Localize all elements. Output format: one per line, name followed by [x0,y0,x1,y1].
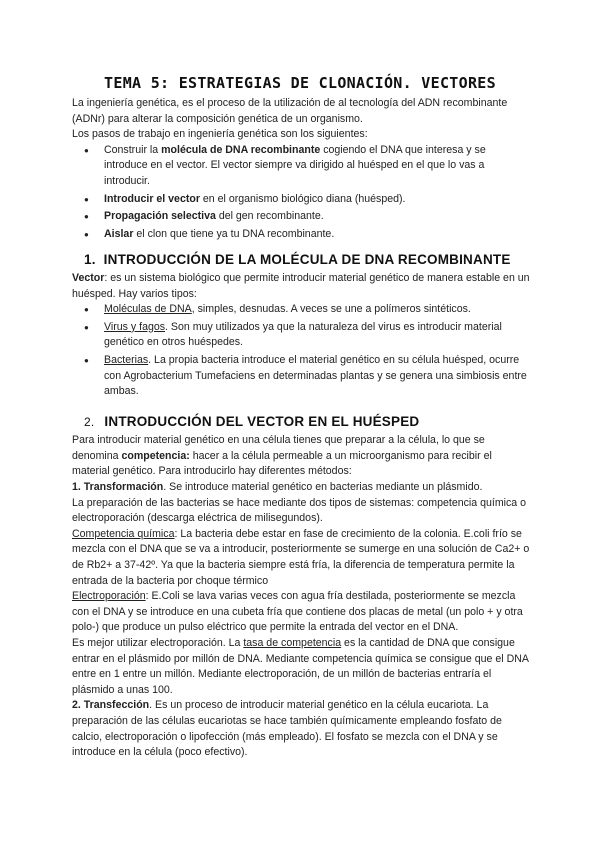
list-item: ● Construir la molécula de DNA recombinante cogiendo el DNA que interesa y se introduce en el vector. El vector siempre va dirigido al huésped en el que lo vas a introducir. [104,143,532,190]
transformacion-paragraph: 1. Transformación. Se introduce material genético en bacterias mediante un plásmido. [72,481,483,494]
list-item: ● Aislar el clon que tiene ya tu DNA recombinante. [104,227,532,243]
steps-list [72,143,532,243]
preparacion-paragraph: La preparación de las bacterias se hace mediante dos tipos de sistemas: competencia química o electroporación (descarga eléctrica de milisegundos). [72,496,527,525]
competencia-paragraph: Para introducir material genético en una célula tienes que preparar a la célula, lo que se denomina competencia: hacer a la célula permeable a un microorganismo para recibir el material genético. Para introducirlo hay diferentes métodos: [72,434,492,478]
vector-definition: Vector: es un sistema biológico que permite introducir material genético de manera estable en un huésped. Hay varios tipos: [72,271,530,300]
tasa-competencia-paragraph: Es mejor utilizar electroporación. La tasa de competencia es la cantidad de DNA que consigue entrar en el plásmido por millón de DNA. Mediante competencia química se consigue que el DNA entre en 1 entre un millón. Mediante electroporación, de un millón de bacterias entraría el plásmido a unas 100. [72,637,529,696]
transfeccion-paragraph: 2. Transfección. Es un proceso de introducir material genético en la célula eucariota. La preparación de las células eucariotas se hace también químicamente empleando fosfato de calcio, electroporación o lipofección (más empleado). El fosfato se mezcla con el DNA y se introduce en la célula (poco efectivo). [72,699,502,759]
vector-types-list [72,302,532,400]
document-body [72,96,532,761]
list-item: ● Bacterias. La propia bacteria introduce el material genético en su célula huésped, ocurre con Agrobacterium Tumefaciens en determinadas plantas y se genera una simbiosis entre ambas. [104,353,532,400]
competencia-quimica-paragraph: Competencia química: La bacteria debe estar en fase de crecimiento de la colonia. E.coli frío se mezcla con el DNA que se va a introducir, posteriormente se sumerge en una solución de Ca2+ o de Rb2+ a 37-42º. Ya que la bacteria siempre está fría, la diferencia de temperatura permite la entrada de la bacteria por choque térmico [72,527,530,587]
list-item: ● Virus y fagos. Son muy utilizados ya que la naturaleza del virus es introducir material genético en otros huéspedes. [104,320,532,351]
section-1-heading: 1. INTRODUCCIÓN DE LA MOLÉCULA DE DNA RECOMBINANTE [84,252,511,268]
list-item: ● Introducir el vector en el organismo biológico diana (huésped). [104,192,532,208]
list-item: ● Propagación selectiva del gen recombinante. [104,209,532,225]
intro-steps-lead: Los pasos de trabajo en ingeniería genética son los siguientes: [72,128,368,141]
page-title: TEMA 5: ESTRATEGIAS DE CLONACIÓN. VECTORES [104,74,496,92]
list-item: ● Moléculas de DNA, simples, desnudas. A veces se une a polímeros sintéticos. [104,302,532,318]
electroporacion-paragraph: Electroporación: E.Coli se lava varias veces con agua fría destilada, posteriormente se mezcla con el DNA y se introduce en una cubeta fría que contiene dos placas de metal (un polo + y otra polo-) que produce un pulso eléctrico que permite la entrada del vector en el DNA. [72,590,523,634]
section-2-heading: 2. INTRODUCCIÓN DEL VECTOR EN EL HUÉSPED [84,413,420,429]
intro-paragraph: La ingeniería genética, es el proceso de la utilización de al tecnología del ADN recombinante (ADNr) para alterar la composición genética de un organismo. [72,97,508,125]
